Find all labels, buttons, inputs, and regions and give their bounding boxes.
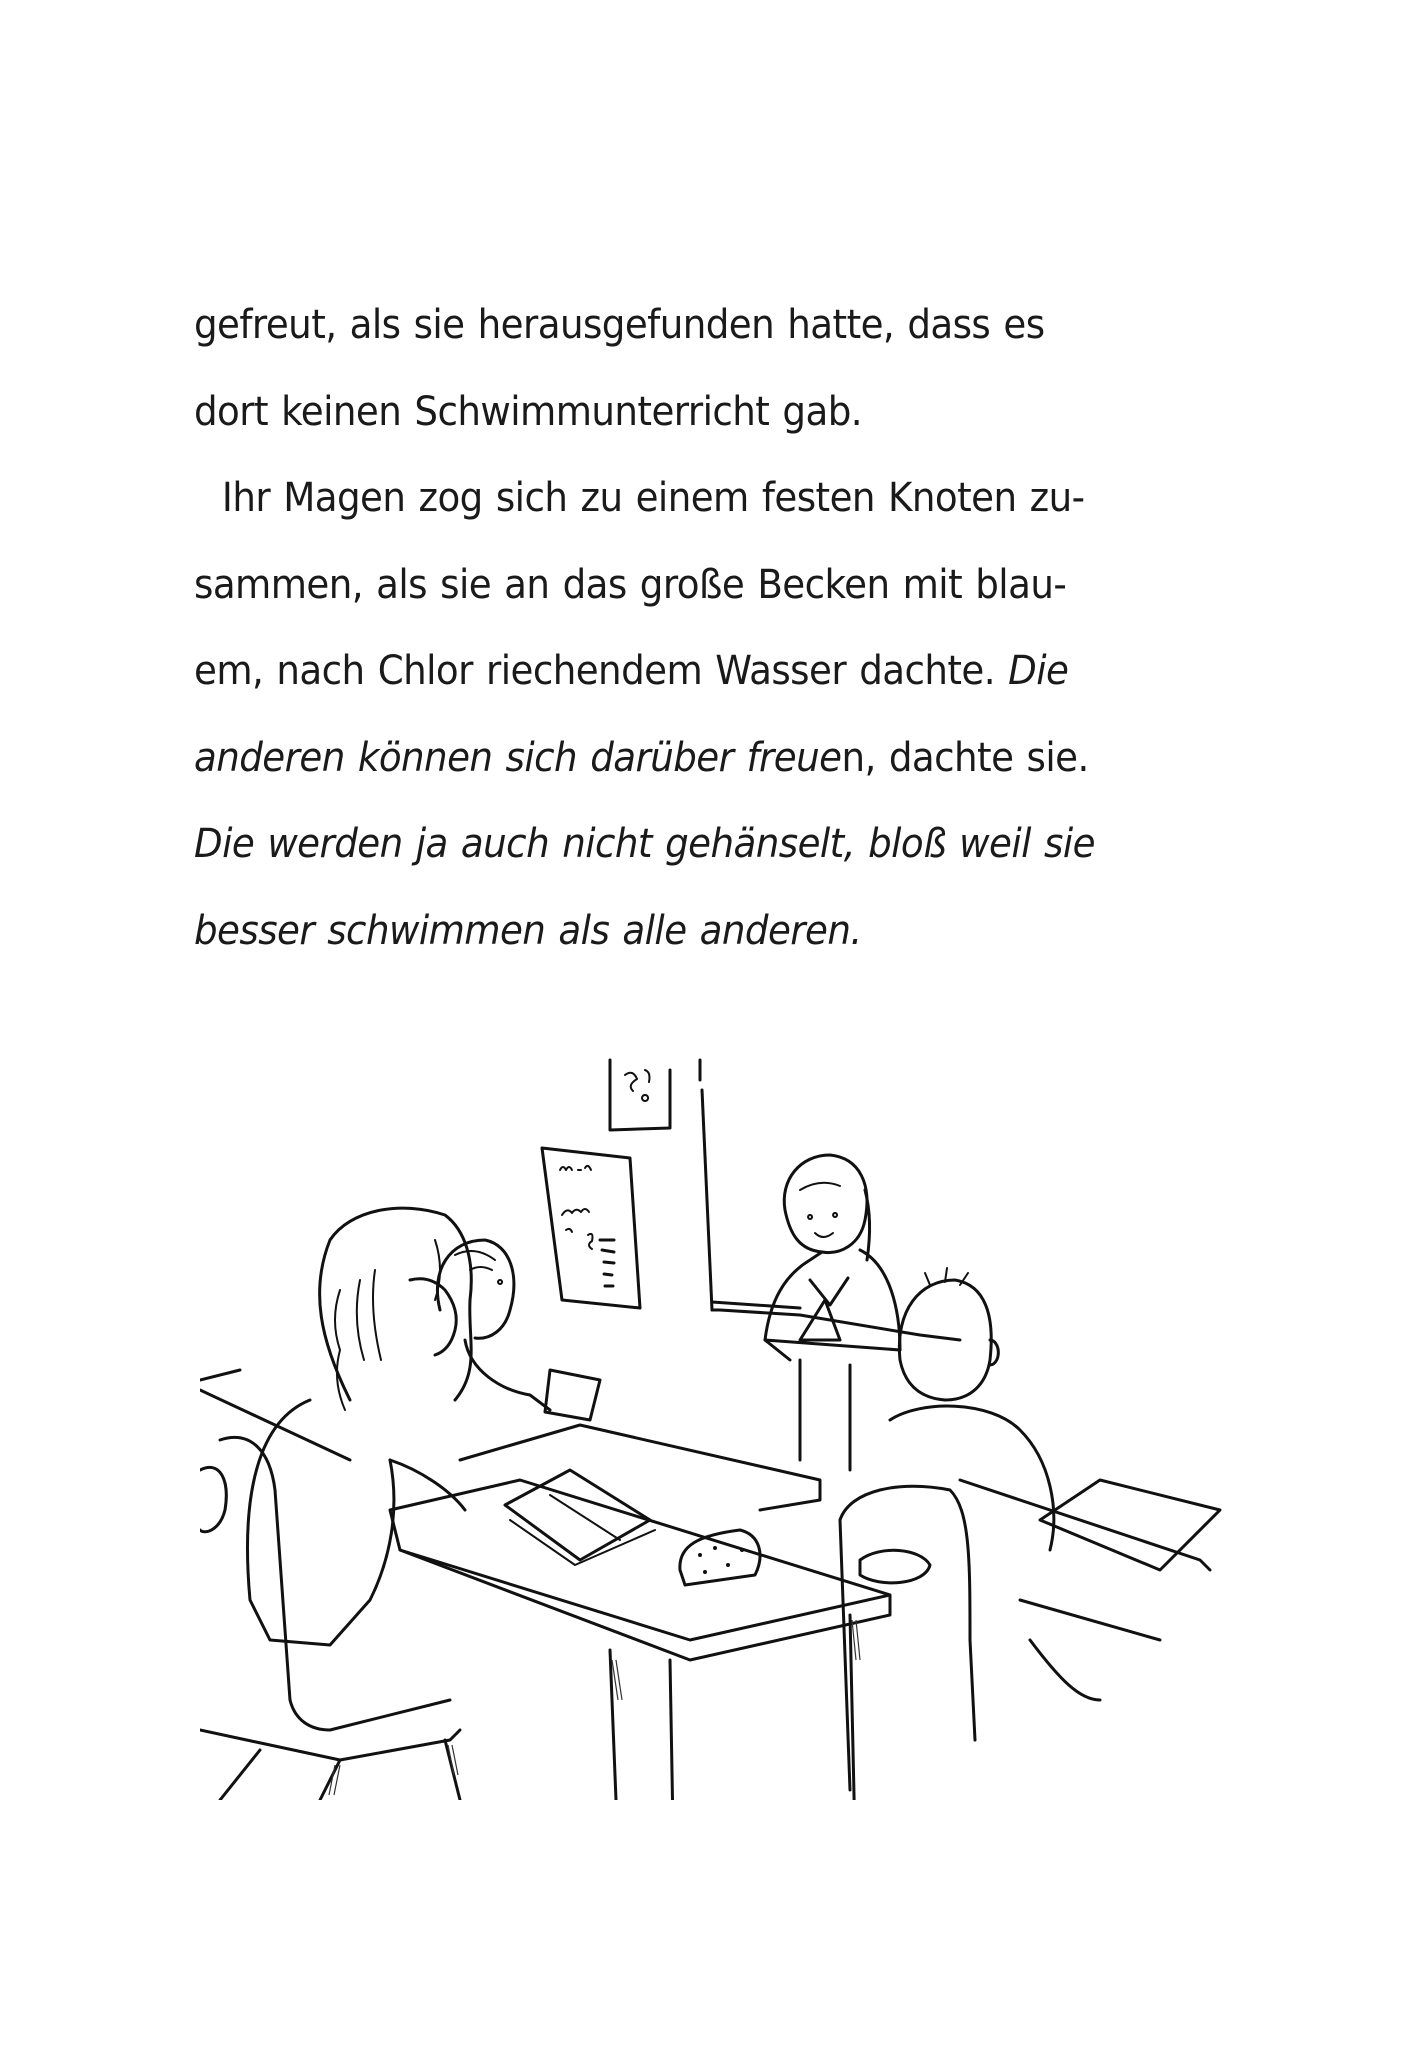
text-line-7: [194, 801, 1198, 888]
text-line-8: [194, 888, 1198, 975]
text-segment: n, dachte sie.: [841, 734, 1089, 781]
classroom-drawing: [200, 1040, 1300, 1800]
open-book: [505, 1470, 655, 1565]
text-segment: em, nach Chlor riechendem Wasser dachte.: [194, 648, 1009, 694]
text-line-1: [194, 282, 1198, 369]
text-line-6: [194, 715, 1198, 802]
classroom-illustration: [200, 1040, 1300, 1800]
text-segment: gefreut, als sie herausgefunden hatte, dass es: [194, 302, 1045, 348]
italic-thought-segment: anderen können sich darüber freue: [194, 734, 842, 781]
right-desk: [960, 1480, 1220, 1700]
text-line-5: [194, 628, 1198, 715]
italic-thought-segment: Die: [1008, 648, 1069, 694]
text-segment: sammen, als sie an das große Becken mit blau-: [194, 561, 1067, 608]
text-line-2: [194, 369, 1198, 456]
standing-girl: [765, 1155, 900, 1470]
chair-right: [840, 1486, 975, 1790]
boy-back-view: [890, 1268, 1054, 1550]
wall-poster: [542, 1148, 640, 1308]
wall-picture: [610, 1060, 670, 1130]
italic-thought-segment: Die werden ja auch nicht gehänselt, bloß weil sie: [194, 821, 1095, 867]
text-line-3-paragraph-start: [194, 455, 1198, 542]
text-segment: Ihr Magen zog sich zu einem festen Knoten zu-: [221, 475, 1085, 521]
pencil-case: [680, 1530, 760, 1585]
chair-front-left: [200, 1437, 460, 1800]
window-frame: [700, 1060, 960, 1340]
body-text: [194, 282, 1198, 974]
front-desk: [390, 1480, 890, 1800]
text-segment: dort keinen Schwimmunterricht gab.: [194, 388, 863, 435]
text-line-4: [194, 542, 1198, 629]
italic-thought-segment: besser schwimmen als alle anderen.: [194, 907, 862, 954]
